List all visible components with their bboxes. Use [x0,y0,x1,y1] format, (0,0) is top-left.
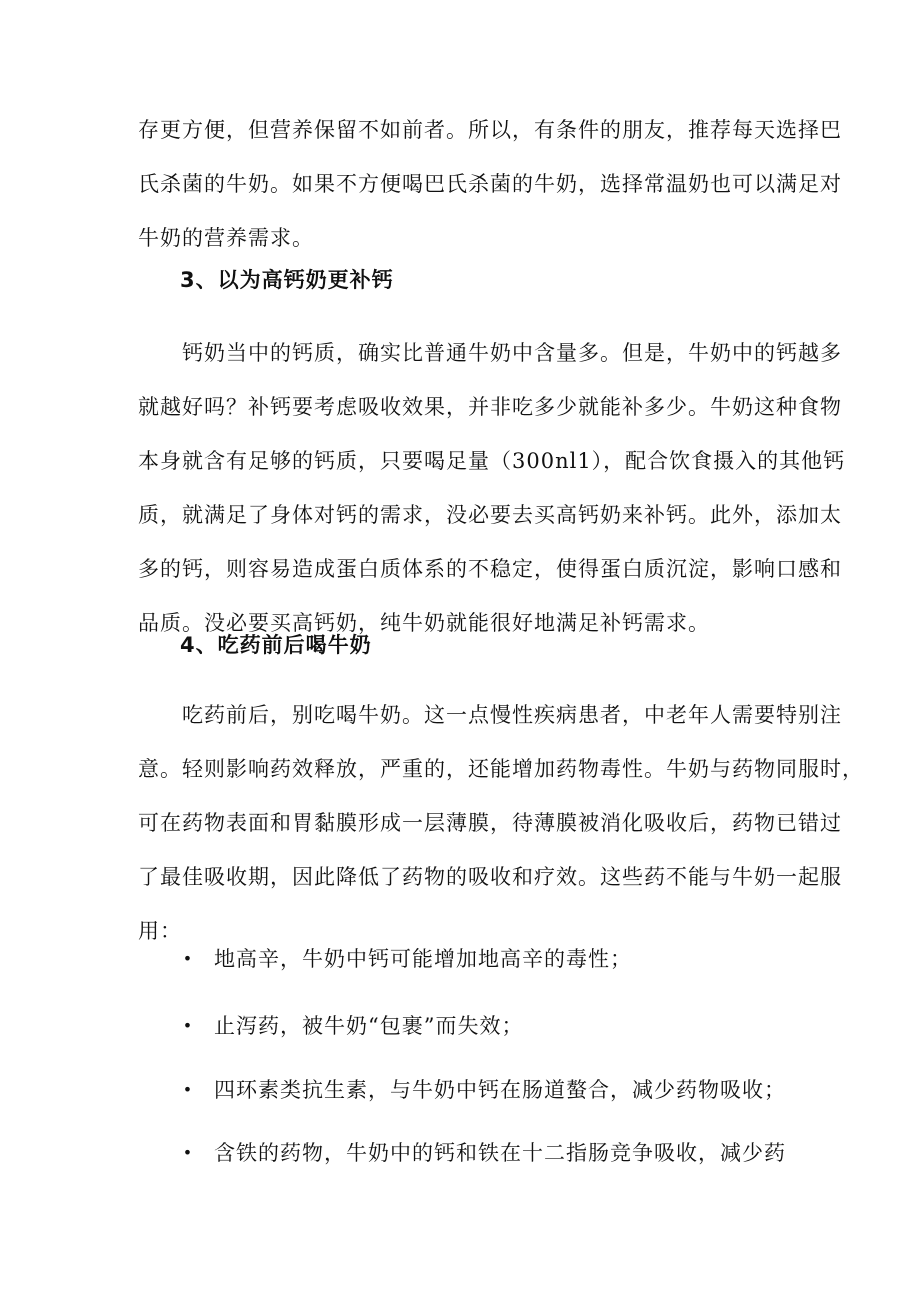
text-line: 了最佳吸收期，因此降低了药物的吸收和疗效。这些药不能与牛奶一起服 [138,865,842,889]
bullet-icon: • [182,949,194,968]
bullet-text: 地高辛，牛奶中钙可能增加地高辛的毒性； [214,947,632,971]
bullet-list-item [178,944,798,974]
section-heading-4: 4、吃药前后喝牛奶 [180,633,372,657]
text-line: 钙奶当中的钙质，确实比普通牛奶中含量多。但是，牛奶中的钙越多 [138,341,842,365]
text-line: 品质。没必要买高钙奶，纯牛奶就能很好地满足补钙需求。 [138,611,710,635]
text-line: 本身就含有足够的钙质，只要喝足量（300nl1），配合饮食摄入的其他钙 [138,449,846,473]
paragraph-storage [138,103,842,265]
text-line: 存更方便，但营养保留不如前者。所以，有条件的朋友，推荐每天选择巴 [138,118,842,142]
text-line: 用： [138,919,182,943]
bullet-text: 含铁的药物，牛奶中的钙和铁在十二指肠竞争吸收，减少药 [214,1141,786,1165]
text-line: 氏杀菌的牛奶。如果不方便喝巴氏杀菌的牛奶，选择常温奶也可以满足对 [138,172,842,196]
bullet-list-item [178,1075,798,1105]
text-line: 就越好吗？补钙要考虑吸收效果，并非吃多少就能补多少。牛奶这种食物 [138,395,842,419]
bullet-icon: • [182,1143,194,1162]
bullet-text: 四环素类抗生素，与牛奶中钙在肠道螯合，减少药物吸收； [214,1078,786,1102]
bullet-list-item [178,1011,798,1041]
section-heading-3: 3、以为高钙奶更补钙 [180,268,394,292]
text-line: 多的钙，则容易造成蛋白质体系的不稳定，使得蛋白质沉淀，影响口感和 [138,557,842,581]
paragraph-medicine [138,688,864,958]
bullet-icon: • [182,1080,194,1099]
paragraph-calcium [138,326,846,650]
bullet-icon: • [182,1016,194,1035]
text-line: 质，就满足了身体对钙的需求，没必要去买高钙奶来补钙。此外，添加太 [138,503,842,527]
text-line: 吃药前后，别吃喝牛奶。这一点慢性疾病患者，中老年人需要特别注 [138,703,842,727]
text-line: 牛奶的营养需求。 [138,226,314,250]
text-line: 可在药物表面和胃黏膜形成一层薄膜，待薄膜被消化吸收后，药物已错过 [138,811,842,835]
text-line: 意。轻则影响药效释放，严重的，还能增加药物毒性。牛奶与药物同服时， [138,757,864,781]
bullet-list-item [178,1138,798,1168]
bullet-text: 止泻药，被牛奶“包裹”而失效； [214,1014,524,1038]
